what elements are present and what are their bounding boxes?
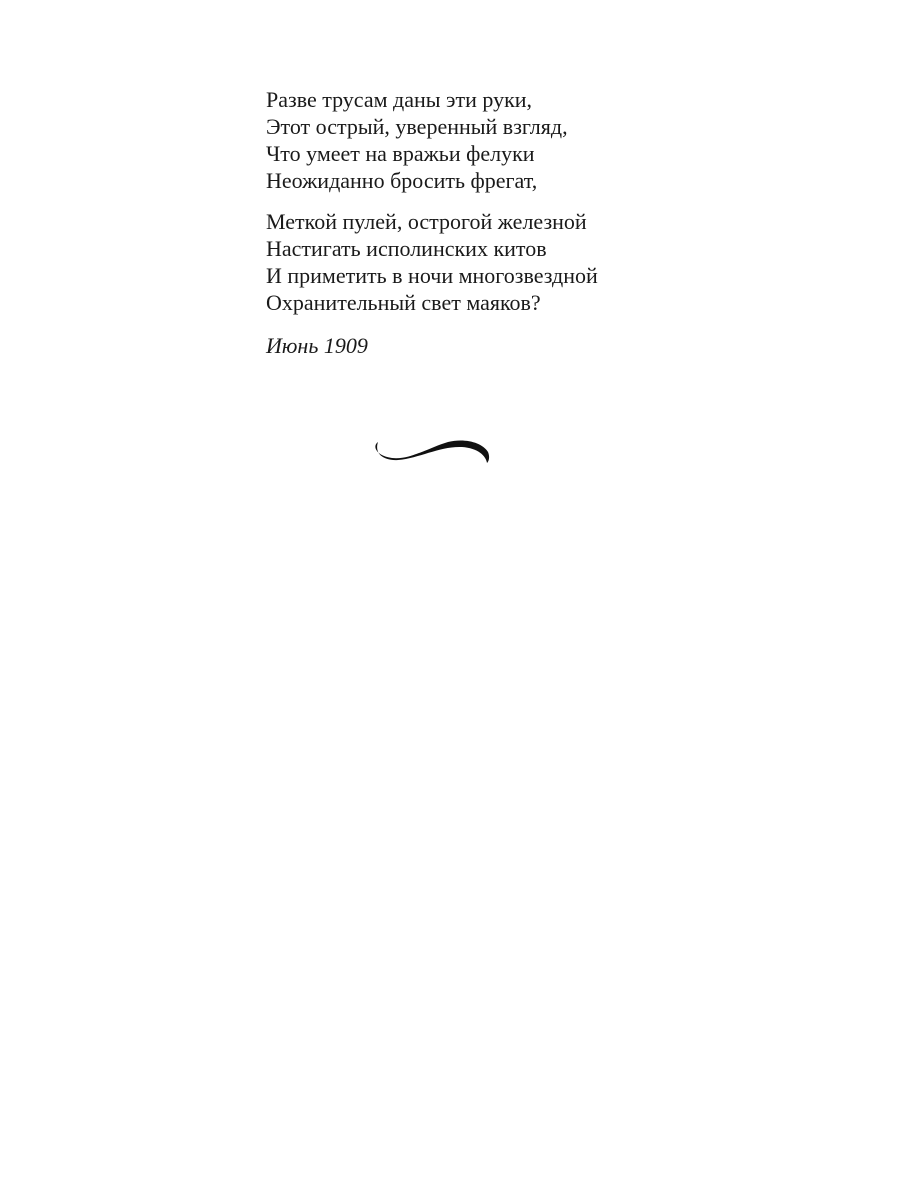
poem-line: Разве трусам даны эти руки, [266,87,533,112]
flourish-divider-icon [370,432,492,468]
poem-line: Что умеет на вражьи фелуки [266,141,535,166]
poem-line: Этот острый, уверенный взгляд, [266,114,568,139]
poem-line: Настигать исполинских китов [266,236,547,261]
poem-line: Охранительный свет маяков? [266,290,541,315]
poem-date: Июнь 1909 [266,333,368,358]
poem-line: И приметить в ночи многозвездной [266,263,598,288]
poem-line: Неожиданно бросить фрегат, [266,168,538,193]
poem [266,86,786,359]
stanza-2 [266,208,786,316]
stanza-1 [266,86,786,194]
poem-line: Меткой пулей, острогой железной [266,209,587,234]
